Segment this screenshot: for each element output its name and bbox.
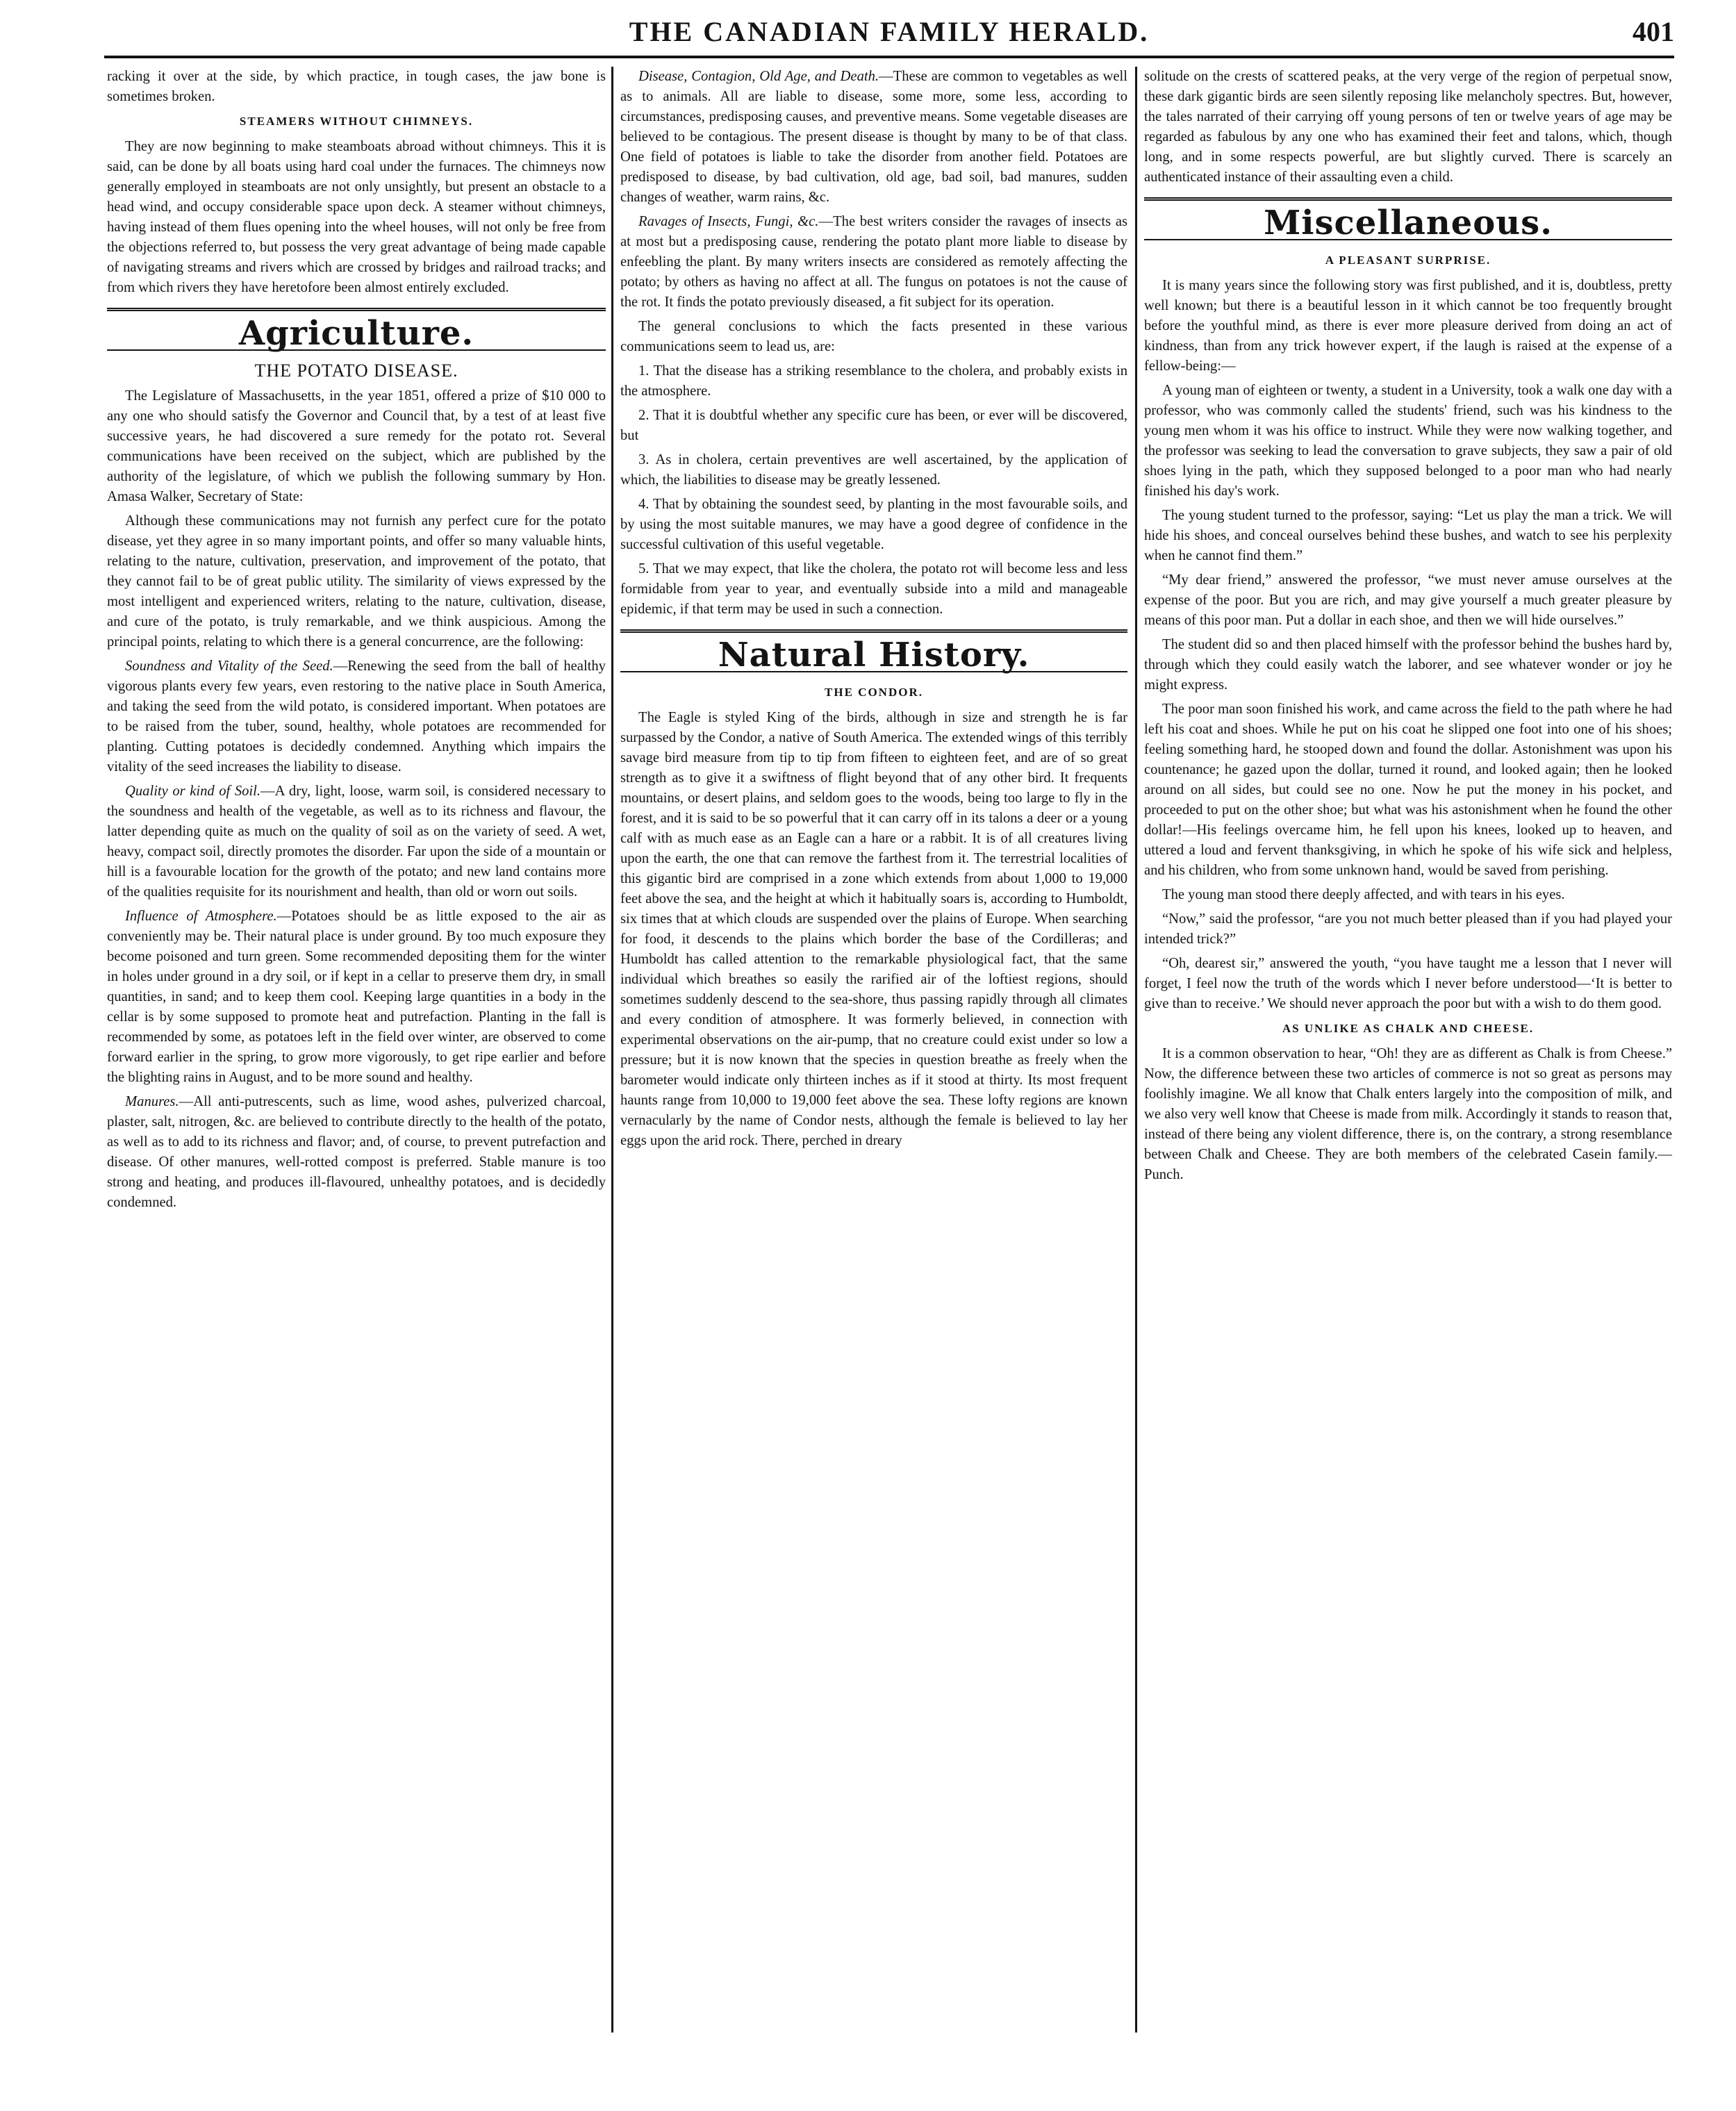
condor-paragraph: The Eagle is styled King of the birds, although in size and strength he is far surpassed by the Condor, a native of South America. The extended wings of this terribly savage bird measure from tip to tip from fifteen to eighteen feet, and are of so great strength as to give it a swiftness of flight beyond that of any other bird. It frequents mountains, or desert plains, and seldom goes to the woods, being too large to fly in the forest, and it is said to be so powerful that it can carry off in its talons a deer or a young calf with as much ease as an Eagle can a hare or a rabbit. It is of all creatures living upon the earth, the one that can remove the farthest from it. The terrestrial localities of this gigantic bird are comprised in a zone which extends from about 1,000 to 19,000 feet above the sea, and the height at which it habitually soars is, according to Humboldt, six times that at which clouds are suspended over the plains of Europe. When searching for food, it descends to the plains which border the base of the Cordilleras; and Humboldt has called attention to the remarkable physiological fact, that the same individual which breathes so easily the rarified air of the loftiest regions, should sometimes suddenly descend to the sea-shore, thus passing rapidly through all climates and every condition of atmosphere. It was formerly believed, in connection with experimental observations on the air-pump, that no creature could exist under so low a pressure; but it is now known that the species in question breathe as freely when the barometer would indicate only thirteen inches as if it stood at thirty. Its most frequent haunts range from 10,000 to 19,000 feet above the sea. These lofty regions are known vernacularly by the name of Condor nests, although the female is believed to lay her eggs upon the arid rock. There, perched in dreary xyxy=(620,710,1127,1148)
section-title-agriculture: Agriculture. xyxy=(238,314,474,353)
article-continuation: racking it over at the side, by which practice, in tough cases, the jaw bone is sometimes broken. xyxy=(107,69,606,104)
conclusion-item: 4. That by obtaining the soundest seed, by planting in the most favourable soils, and by using the most suitable manures, we may have a good degree of confidence in the successful cultivation of this useful vegetable. xyxy=(620,497,1127,552)
potato-manures xyxy=(107,1092,606,1213)
surprise-paragraph: It is many years since the following story was first published, and it is, doubtless, pretty well known; but there is a beautiful lesson in it which cannot be too frequently brought before the youthful mind, as there is ever more pleasure derived from doing an act of kindness, than from any trick however expert, if the laugh is raised at the expense of a fellow-being:— xyxy=(1144,278,1672,374)
section-rule xyxy=(1144,197,1672,201)
paragraph-text: —All anti-putrescents, such as lime, wood ashes, pulverized charcoal, plaster, salt, nitrogen, &c. are believed to contribute directly to the health of the potato, as well as to add to its richness and flavor; and, of course, to prevent putrefaction and disease. Of other manures, well-rotted compost is preferred. Stable manure is too strong and heating, and produces ill-flavoured, unhealthy potatoes, and is decidedly condemned. xyxy=(107,1094,606,1210)
conclusion-item: 1. That the disease has a striking resemblance to the cholera, and probably exists in the atmosphere. xyxy=(620,363,1127,399)
paragraph-lead: Quality or kind of Soil. xyxy=(125,784,261,799)
potato-paragraph: Although these communications may not furnish any perfect cure for the potato disease, yet they agree in so many important points, and offer so many valuable hints, relating to the nature, cultivation, preservation, and improvement of the potato, that they cannot fail to be of great public utility. The similarity of views expressed by the most intelligent and experienced writers, relating to the nature, cultivation, disease, and cure of the potato, is truly remarkable, and we think auspicious. Among the principal points, relating to which there is a general concurrence, are the following: xyxy=(107,513,606,649)
newspaper-title: THE CANADIAN FAMILY HERALD. xyxy=(629,16,1150,47)
conclusion-item: 3. As in cholera, certain preventives are well ascertained, by the application of which, the liabilities to disease may be greatly lessened. xyxy=(620,452,1127,488)
conclusion-item: 2. That it is doubtful whether any specific cure has been, or ever will be discovered, but xyxy=(620,408,1127,443)
masthead xyxy=(104,14,1674,53)
conclusion-item: 5. That we may expect, that like the cholera, the potato rot will become less and less formidable from year to year, and eventually subside into a mild and manageable epidemic, if that term may be used in such a connection. xyxy=(620,561,1127,617)
article-steamers: They are now beginning to make steamboats abroad without chimneys. This it is said, can be done by all boats using hard coal under the furnaces. The chimneys now generally employed in steamboats are not only unsightly, but present an obstacle to a head wind, and occupy considerable space upon deck. A steamer without chimneys, having instead of them flues opening into the wheel houses, will not only be free from the objections referred to, but possess the very great advantage of being made capable of navigating streams and rivers which are crossed by bridges and railroad tracks; and from which rivers they have heretofore been almost entirely excluded. xyxy=(107,139,606,295)
surprise-paragraph: The student did so and then placed himself with the professor behind the bushes hard by, through which they could easily watch the laborer, and see whatever wonder or joy he might express. xyxy=(1144,637,1672,693)
column-2 xyxy=(620,67,1127,1155)
paragraph-lead: Soundness and Vitality of the Seed. xyxy=(125,659,333,674)
section-title-natural-history: Natural History. xyxy=(718,636,1030,674)
paragraph-lead: Influence of Atmosphere. xyxy=(125,909,277,924)
surprise-paragraph: The poor man soon finished his work, and came across the field to the path where he had left his coat and shoes. While he put on his coat he slipped one foot into one of his shoes; feeling something hard, he stooped down and found the dollar. Astonishment was upon his countenance; he gazed upon the dollar, turned it round, and looked again; then he looked around on all sides, but could see no one. Now he put the money in his pocket, and proceeded to put on the other shoe; but what was his astonishment when he found the other dollar!—His feelings overcame him, he fell upon his knees, looked up to heaven, and uttered a loud and fervent thanksgiving, in which he spoke of his wife sick and helpless, and his children, who from some unknown hand, would be saved from perishing. xyxy=(1144,702,1672,878)
surprise-paragraph: “Now,” said the professor, “are you not much better pleased than if you had played your intended trick?” xyxy=(1144,911,1672,947)
section-rule xyxy=(620,629,1127,633)
header-rule xyxy=(104,56,1674,58)
surprise-paragraph: The young student turned to the professor, saying: “Let us play the man a trick. We will hide his shoes, and conceal ourselves behind these bushes, and watch to see his perplexity when he cannot find them.” xyxy=(1144,508,1672,563)
paragraph-text: —Potatoes should be as little exposed to the air as conveniently may be. Their natural place is under ground. By too much exposure they become poisoned and turn green. Some recommended depositing them for the winter in holes under ground in a dry soil, or if kept in a cellar to preserve them dry, in small quantities, in sand; and to keep them cool. Keeping large quantities in a body in the cellar is by some supposed to promote heat and putrefaction. Planting in the fall is recommended by some, as potatoes left in the field over winter, are observed to come forward earlier in the spring, to grow more vigorously, to get ripe earlier and before the blighting rains in August, and to be more sound and healthy. xyxy=(107,909,606,1085)
column-rule-1 xyxy=(611,67,613,2033)
article-heading-steamers: STEAMERS WITHOUT CHIMNEYS. xyxy=(239,115,474,128)
potato-disease xyxy=(620,67,1127,208)
conclusions-intro: The general conclusions to which the facts presented in these various communications seem to lead us, are: xyxy=(620,319,1127,354)
surprise-paragraph: A young man of eighteen or twenty, a student in a University, took a walk one day with a professor, who was commonly called the students' friend, such was his kindness to the young men whom it was his office to instruct. While they were now walking together, and the professor was seeking to lead the conversation to grave subjects, they saw a pair of old shoes lying in the path, which they supposed belonged to a poor man who had nearly finished his day's work. xyxy=(1144,383,1672,499)
paragraph-lead: Manures. xyxy=(125,1094,179,1109)
surprise-paragraph: The young man stood there deeply affected, and with tears in his eyes. xyxy=(1162,887,1565,902)
potato-quality xyxy=(107,781,606,902)
paragraph-text: —Renewing the seed from the ball of healthy vigorous plants every few years, even restoring to the native place in South America, and taking the seed from the wild potato, is considered important. When potatoes are to be raised from the tuber, sound, healthy, whole potatoes are recommended for planting. Cutting potatoes is decidedly condemned. Anything which impairs the vitality of the seed increases the liability to disease. xyxy=(107,659,606,775)
surprise-paragraph: “My dear friend,” answered the professor, “we must never amuse ourselves at the expense of the poor. But you are rich, and may give yourself a much greater pleasure by means of this poor man. Put a dollar in each shoe, and then we will hide ourselves.” xyxy=(1144,572,1672,628)
potato-paragraph: The Legislature of Massachusetts, in the year 1851, offered a prize of $10 000 to any one who should satisfy the Governor and Council that, by a test of at least five successive years, he had discovered a sure remedy for the potato rot. Several communications have been received on the subject, which are published by the authority of the legislature, of which we publish the following summary by Hon. Amasa Walker, Secretary of State: xyxy=(107,388,606,504)
potato-soundness xyxy=(107,656,606,777)
article-heading-chalk: AS UNLIKE AS CHALK AND CHEESE. xyxy=(1282,1022,1535,1035)
paragraph-lead: Ravages of Insects, Fungi, &c. xyxy=(638,214,819,229)
paragraph-text: —The best writers consider the ravages of insects as at most but a predisposing cause, rendering the potato plant more liable to disease by enfeebling the plant. By many writers insects are considered as remotely affecting the potato; by others as having no affect at all. The fungus on potatoes is not the cause of the rot. It finds the potato previously diseased, a fit subject for its operation. xyxy=(620,214,1127,310)
surprise-paragraph: “Oh, dearest sir,” answered the youth, “you have taught me a lesson that I never will forget, I feel now the truth of the words which I never before understood—‘It is better to give than to receive.’ We should never approach the poor but with a wish to do them good. xyxy=(1144,956,1672,1011)
potato-ravages xyxy=(620,212,1127,313)
chalk-paragraph: It is a common observation to hear, “Oh! they are as different as Chalk is from Cheese.” Now, the difference between these two articles of commerce is not so great as persons may foolishly imagine. We all know that Chalk enters largely into the composition of milk, and we also very well know that Cheese is made from milk. Accordingly it stands to reason that, instead of there being any violent difference, there is, on the contrary, a strong resemblance between Chalk and Cheese. They are both members of the celebrated Casein family.—Punch. xyxy=(1144,1046,1672,1182)
section-rule xyxy=(107,308,606,311)
paragraph-text: —A dry, light, loose, warm soil, is considered necessary to the soundness and health of the vegetable, as well as to its richness and flavour, the latter depending quite as much on the quality of soil as on the variety of seed. A wet, heavy, compact soil, directly promotes the disorder. Far upon the side of a mountain or hill is a favourable location for the growth of the potato; and new land contains more of the qualities requisite for its nourishment and health, than old or worn out soils. xyxy=(107,784,606,900)
condor-continuation: solitude on the crests of scattered peaks, at the very verge of the region of perpetual snow, these dark gigantic birds are seen silently reposing like melancholy spectres. But, however, the tales narrated of their carrying off young persons of ten or twelve years of age may be regarded as fabulous by any one who has examined their feet and talons, which, though long, and in some respects powerful, are but slightly curved. There is scarcely an authenticated instance of their assaulting even a child. xyxy=(1144,69,1672,185)
article-heading-surprise: A PLEASANT SURPRISE. xyxy=(1325,254,1491,267)
paragraph-lead: Disease, Contagion, Old Age, and Death. xyxy=(638,69,879,84)
column-1 xyxy=(107,67,606,1217)
column-rule-2 xyxy=(1135,67,1137,2033)
section-title-miscellaneous: Miscellaneous. xyxy=(1264,204,1553,242)
article-heading-condor: THE CONDOR. xyxy=(825,686,923,699)
article-heading-potato: THE POTATO DISEASE. xyxy=(254,361,458,381)
page-number: 401 xyxy=(1632,16,1674,47)
paragraph-text: —These are common to vegetables as well as to animals. All are liable to disease, some more, some less, according to circumstances, predisposing causes, and preventive means. Some vegetable diseases are believed to be contagious. The present disease is thought by many to be of that class. One field of potatoes is liable to take the disorder from another field. Potatoes are predisposed to disease, by bad cultivation, old age, bad soil, bad manures, sudden changes of weather, warm rains, &c. xyxy=(620,69,1127,205)
potato-influence xyxy=(107,907,606,1088)
column-3 xyxy=(1144,67,1672,1189)
